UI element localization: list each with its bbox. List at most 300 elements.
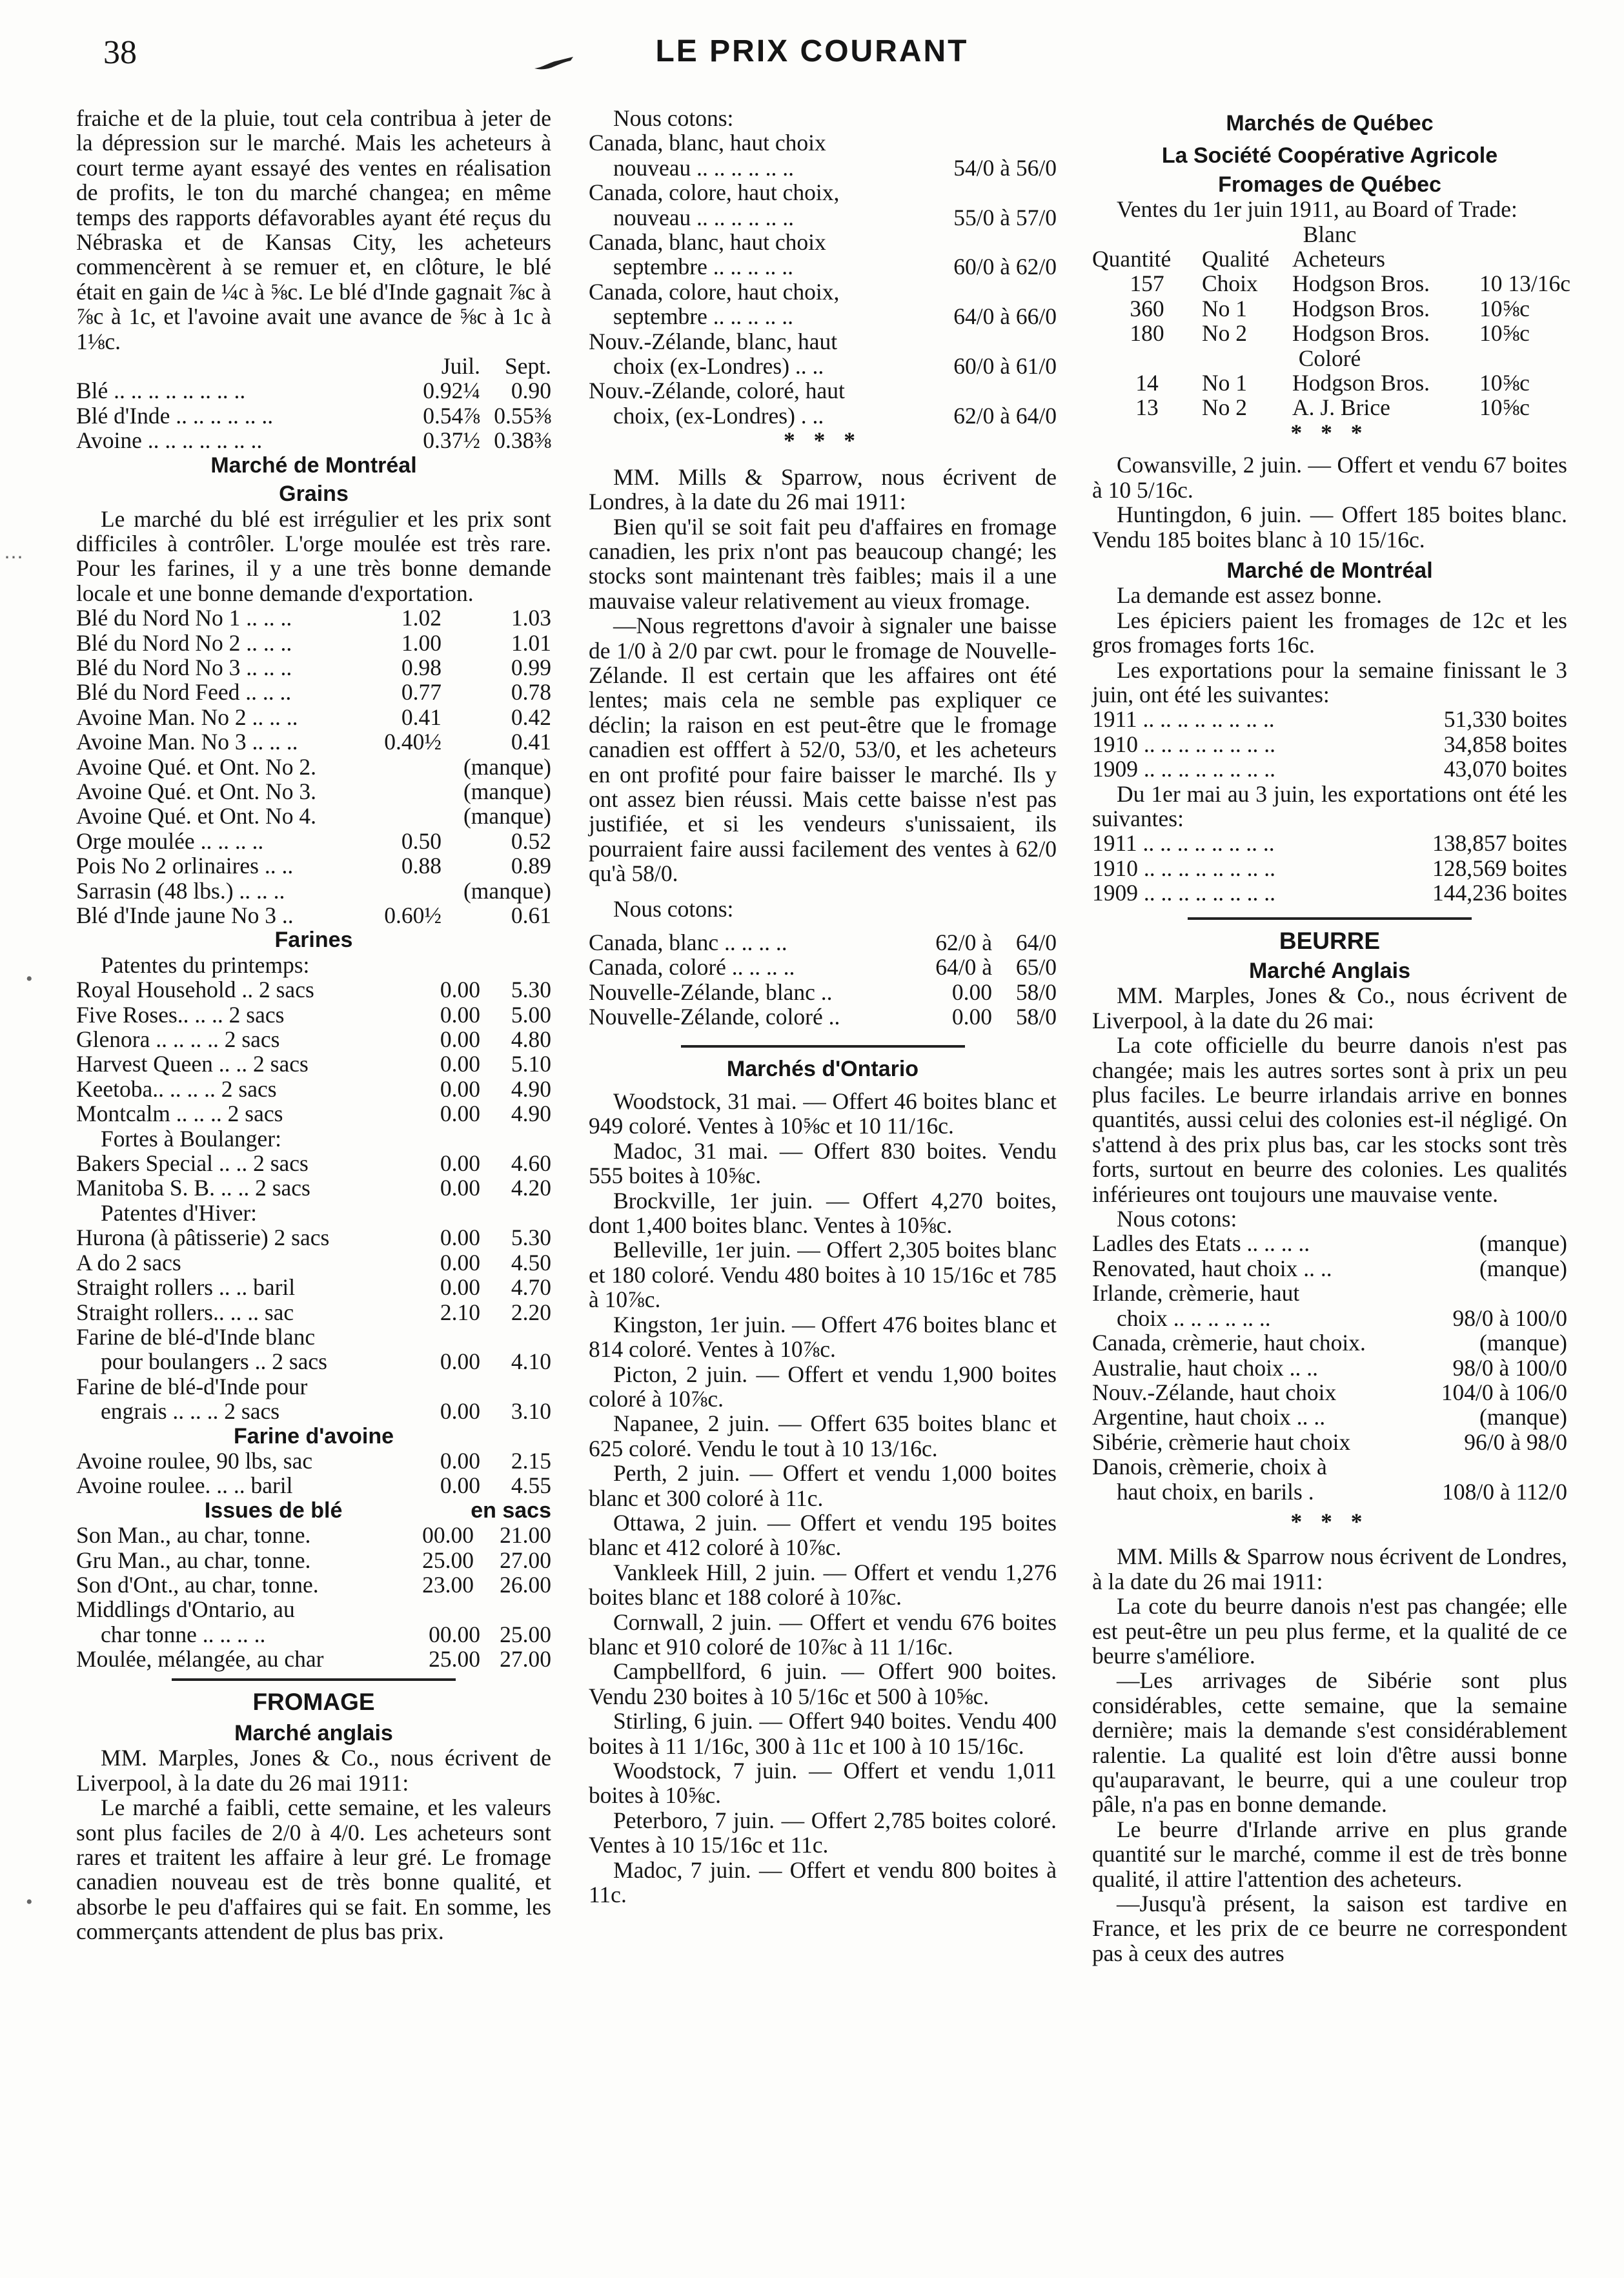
price-label: Glenora .. .. .. .. 2 sacs (76, 1026, 280, 1053)
sales-table-header: Quantité Qualité Acheteurs (1092, 246, 1385, 272)
quote-entry (589, 230, 1057, 280)
price-row (76, 853, 551, 878)
butter-quote-row (1092, 1231, 1567, 1256)
sales-table (1092, 270, 1570, 347)
exports-row (1092, 732, 1567, 757)
price-label: Sarrasin (48 lbs.) .. .. .. (76, 877, 285, 904)
price-row (76, 1101, 551, 1126)
exports-year: 1911 .. .. .. .. .. .. .. .. (1092, 830, 1275, 857)
price-high: 0.55⅜ (494, 402, 551, 429)
price-row (76, 755, 551, 779)
beurre-paragraph: MM. Marples, Jones & Co., nous écrivent de Liverpool, à la date du 26 mai: (1092, 982, 1567, 1033)
price-label: Blé du Nord No 2 .. .. .. (76, 629, 292, 656)
price-label: Son Man., au char, tonne. (76, 1522, 311, 1549)
price-low: 0.37½ (423, 427, 480, 454)
price-label: Avoine Qué. et Ont. No 4. (76, 803, 317, 829)
mills-paragraph: MM. Mills & Sparrow nous écrivent de Londres, à la date du 26 mai 1911: (1092, 1543, 1567, 1594)
price-high: 58/0 (1015, 979, 1057, 1005)
ontario-report: Brockville, 1er juin. — Offert 4,270 boites, dont 1,400 boites blanc. Ventes à 10⅝c. (589, 1187, 1057, 1239)
exports-value: 43,070 boites (1443, 756, 1567, 782)
table-row (1092, 296, 1567, 321)
price-label: Royal Household .. 2 sacs (76, 977, 314, 1003)
price-row (76, 779, 551, 804)
price-low: 0.92¼ (423, 378, 480, 404)
quote-label: Nouv.-Zélande, coloré, haut (589, 378, 845, 404)
price-high: 2.20 (511, 1299, 551, 1325)
price-low: 0.00 (440, 1101, 480, 1127)
exports-value: 138,857 boites (1432, 830, 1567, 857)
price-label: Pois No 2 orlinaires .. .. (76, 853, 294, 879)
ontario-reports (589, 1089, 1057, 1907)
buyer-cell: Hodgson Bros. (1292, 270, 1430, 297)
quote-label: Nouv.-Zélande, haut choix (1092, 1379, 1337, 1405)
oat-prices-table (76, 1449, 551, 1498)
quote-row (589, 254, 1057, 279)
price-label: Bakers Special .. .. 2 sacs (76, 1150, 309, 1177)
price-high: 1.01 (511, 629, 551, 656)
price-high: 64/0 (1015, 930, 1057, 955)
price-high: 4.70 (511, 1274, 551, 1301)
quality-cell: No 2 (1202, 394, 1248, 421)
section-divider (1188, 917, 1472, 920)
flour-prices-table (76, 1225, 551, 1325)
price-high: (manque) (463, 877, 551, 904)
quote-label: Renovated, haut choix .. .. (1092, 1255, 1332, 1281)
price-row (76, 1300, 551, 1325)
ontario-report: Perth, 2 juin. — Offert et vendu 1,000 boites blanc et 300 coloré à 11c. (589, 1460, 1057, 1511)
grains-paragraph: Le marché du blé est irrégulier et les prix sont difficiles à contrôler. L'orge moulée est très rare. Pour les farines, il y a une très bonne demande locale et une bonne demande d'exportation. (76, 505, 551, 606)
quote-value: (manque) (1479, 1255, 1567, 1281)
price-low: 0.50 (401, 828, 442, 854)
quality-cell: No 1 (1202, 370, 1248, 396)
price-label: Avoine .. .. .. .. .. .. .. (76, 427, 263, 454)
montreal-paragraph: Les épiciers paient les fromages de 12c et les gros fromages forts 16c. (1092, 607, 1567, 658)
column-right (1092, 106, 1570, 2249)
exports-row (1092, 707, 1567, 731)
issues-table (76, 1523, 551, 1597)
exports-row (1092, 856, 1567, 880)
price-high: (manque) (463, 778, 551, 804)
price-high: 65/0 (1015, 954, 1057, 981)
quote-entry (589, 280, 1057, 329)
price-low: 0.60½ (384, 902, 442, 928)
column-middle (589, 106, 1057, 2249)
table-row (1092, 371, 1567, 395)
qty-cell: 180 (1130, 320, 1164, 347)
price-row: Farine de blé-d'Inde blanc pour boulangers .. 2 sacs 0.00 4.10 (76, 1323, 551, 1375)
quote-label: choix, (ex-Londres) . .. (613, 402, 824, 429)
price-cell: 10⅝c (1479, 370, 1530, 396)
cheese-quotes-table (589, 130, 1057, 428)
section-heading: FROMAGE (252, 1688, 375, 1715)
ontario-report: Belleville, 1er juin. — Offert 2,305 boites blanc et 180 coloré. Vendu 480 boites à 10 15/16c et 785 à 10⅞c. (589, 1237, 1057, 1313)
ontario-report: Vankleek Hill, 2 juin. — Offert et vendu 1,276 boites blanc et 188 coloré à 10⅞c. (589, 1559, 1057, 1611)
quote-label: Nouv.-Zélande, blanc, haut (589, 328, 838, 354)
price-label: Avoine Man. No 2 .. .. .. (76, 704, 298, 730)
quote-entry (589, 378, 1057, 428)
exports-table (1092, 707, 1567, 781)
price-row (76, 977, 551, 1002)
quote-value: (manque) (1479, 1404, 1567, 1430)
exports-row (1092, 880, 1567, 905)
subheading: Fortes à Boulanger: (101, 1125, 281, 1152)
quote-label: Canada, colore, haut choix, (589, 278, 840, 305)
quote-entry (589, 329, 1057, 379)
quote-row (589, 354, 1057, 378)
price-label: A do 2 sacs (76, 1249, 181, 1276)
quote-label: choix (ex-Londres) .. .. (613, 353, 824, 380)
price-low: 0.00 (440, 977, 480, 1003)
price-row (589, 930, 1057, 955)
price-high: 2.15 (511, 1447, 551, 1474)
quote-value: 98/0 à 100/0 (1452, 1354, 1567, 1381)
mills-paragraph: Le beurre d'Irlande arrive en plus grande quantité sur le marché, comme il est de très bonne qualité, il attire l'attention des acheteurs. (1092, 1816, 1567, 1892)
price-cell: 10⅝c (1479, 295, 1530, 321)
quote-value: 55/0 à 57/0 (953, 204, 1057, 230)
mills-paragraph: La cote du beurre danois n'est pas changée; elle est peut-être un peu plus ferme, et la qualité de ce beurre s'améliore. (1092, 1593, 1567, 1669)
price-high: (manque) (463, 803, 551, 829)
quality-cell: No 2 (1202, 320, 1248, 347)
price-row (589, 955, 1057, 979)
price-row (76, 1052, 551, 1076)
quote-value: 104/0 à 106/0 (1441, 1379, 1567, 1405)
table-row (1092, 395, 1567, 420)
butter-quote-row (1092, 1256, 1567, 1281)
price-label: Nouvelle-Zélande, blanc .. (589, 979, 833, 1005)
buyer-cell: Hodgson Bros. (1292, 295, 1430, 321)
section-heading: Grains (279, 482, 349, 507)
price-label: Avoine Man. No 3 .. .. .. (76, 729, 298, 755)
ontario-report: Madoc, 31 mai. — Offert 830 boites. Vendu 555 boites à 10⅝c. (589, 1137, 1057, 1189)
quote-label: Sibérie, crèmerie haut choix (1092, 1429, 1351, 1455)
table-group-label: Coloré (1298, 345, 1361, 371)
price-row (589, 1004, 1057, 1029)
price-low (370, 755, 442, 779)
price-high: 4.90 (511, 1101, 551, 1127)
quote-label: Canada, colore, haut choix, (589, 179, 840, 206)
price-row (76, 1250, 551, 1275)
exports-year: 1911 .. .. .. .. .. .. .. .. (1092, 706, 1275, 733)
exports-year: 1909 .. .. .. .. .. .. .. .. (1092, 880, 1275, 906)
price-low: 0.00 (440, 1225, 480, 1251)
section-stars: * * * (1290, 1508, 1369, 1534)
mills-paragraph: MM. Mills & Sparrow, nous écrivent de Londres, à la date du 26 mai 1911: (589, 463, 1057, 515)
price-label: Avoine roulee, 90 lbs, sac (76, 1447, 313, 1474)
grain-prices-table (76, 605, 551, 928)
section-heading: Marchés de Québec (1226, 111, 1434, 136)
running-head: LE PRIX COURANT (655, 34, 969, 68)
price-label: Blé du Nord No 1 .. .. .. (76, 605, 292, 631)
price-label: Orge moulée .. .. .. .. (76, 828, 264, 854)
quote-row (589, 205, 1057, 230)
quote-value: (manque) (1479, 1230, 1567, 1257)
price-row (76, 1077, 551, 1101)
ontario-report: Cornwall, 2 juin. — Offert et vendu 676 boites blanc et 910 coloré de 10⅞c à 11 1/16c. (589, 1609, 1057, 1660)
fromage-paragraph: MM. Marples, Jones & Co., nous écrivent de Liverpool, à la date du 26 mai 1911: (76, 1745, 551, 1796)
price-high: 4.50 (511, 1249, 551, 1276)
quote-value: 96/0 à 98/0 (1464, 1429, 1567, 1455)
ontario-report: Woodstock, 7 juin. — Offert et vendu 1,011 boites à 10⅝c. (589, 1758, 1057, 1809)
price-row (76, 879, 551, 903)
price-low: 1.00 (401, 629, 442, 656)
price-label: Straight rollers.. .. .. sac (76, 1299, 294, 1325)
price-high: 0.90 (511, 378, 551, 404)
exports-table (1092, 831, 1567, 905)
price-row (589, 980, 1057, 1004)
price-label: Five Roses.. .. .. 2 sacs (76, 1001, 285, 1028)
ventes-paragraph: Ventes du 1er juin 1911, au Board of Trade: (1117, 196, 1517, 223)
montreal-paragraph: Les exportations pour la semaine finissant le 3 juin, ont été les suivantes: (1092, 656, 1567, 707)
quote-label: Canada, crèmerie, haut choix. (1092, 1330, 1366, 1356)
exports-year: 1910 .. .. .. .. .. .. .. .. (1092, 855, 1275, 881)
price-low: 0.54⅞ (423, 402, 480, 429)
ontario-report: Madoc, 7 juin. — Offert et vendu 800 boites à 11c. (589, 1856, 1057, 1908)
mills-paragraph: —Nous regrettons d'avoir à signaler une baisse de 1/0 à 2/0 par cwt. pour le fromage de Nouvelle-Zélande. Il est certain que les affaires ont été lentes; mais cela ne semble pas expliquer ce déclin; la raison en est peut-être que le fromage canadien est offfert à 52/0, 53/0, et les acheteurs en ont profité pour faire baisser le marché. Ils y ont assez bien réussi. Mais cette baisse n'est pas justifiée, et si les vendeurs s'unissaient, ils pourraient faire aussi facilement des ventes à 62/0 qu'à 58/0. (589, 613, 1057, 887)
price-high: 5.30 (511, 1225, 551, 1251)
price-row (76, 680, 551, 704)
exports-year: 1909 .. .. .. .. .. .. .. .. (1092, 756, 1275, 782)
exports-value: 128,569 boites (1432, 855, 1567, 881)
price-row (76, 1449, 551, 1473)
price-low: 0.00 (951, 979, 992, 1005)
price-low: 2.10 (440, 1299, 480, 1325)
price-low: 00.00 (422, 1522, 474, 1549)
section-heading: Marché Anglais (1248, 959, 1411, 983)
price-row (76, 605, 551, 630)
price-high: 21.00 (500, 1522, 551, 1549)
price-high: 0.41 (511, 729, 551, 755)
price-low: 23.00 (422, 1571, 474, 1598)
price-high: 26.00 (500, 1571, 551, 1598)
quote-value: 60/0 à 62/0 (953, 254, 1057, 280)
price-high: 0.52 (511, 828, 551, 854)
quality-cell: Choix (1202, 270, 1258, 297)
price-label: Canada, coloré .. .. .. .. (589, 954, 795, 981)
ontario-report: Ottawa, 2 juin. — Offert et vendu 195 boites blanc et 412 coloré à 10⅞c. (589, 1509, 1057, 1561)
quote-value: 54/0 à 56/0 (953, 154, 1057, 181)
section-heading: Marché anglais (234, 1721, 393, 1745)
price-high: (manque) (463, 753, 551, 780)
price-low: 64/0 à (935, 954, 992, 981)
mills-paragraph: Bien qu'il se soit fait peu d'affaires en fromage canadien, les prix n'ont pas beaucoup changé; les stocks sont maintenant très faibles; mais il a une mauvaise valeur relativement au vieux fromage. (589, 513, 1057, 614)
margin-mark-icon: ⋯ (4, 547, 23, 568)
price-row (76, 705, 551, 729)
quote-label: septembre .. .. .. .. .. (613, 254, 794, 280)
price-low: 62/0 à (935, 930, 992, 955)
quote-label: nouveau .. .. .. .. .. .. (613, 204, 795, 230)
price-label: Canada, blanc .. .. .. .. (589, 930, 787, 955)
price-label: Blé .. .. .. .. .. .. .. .. (76, 378, 246, 404)
section-heading: Farines (274, 928, 353, 953)
price-high: 0.89 (511, 853, 551, 879)
report-paragraph: Huntingdon, 6 juin. — Offert 185 boites blanc. Vendu 185 boites blanc à 10 15/16c. (1092, 502, 1567, 553)
price-label: Hurona (à pâtisserie) 2 sacs (76, 1225, 330, 1251)
price-row (76, 428, 551, 453)
qty-cell: 13 (1135, 394, 1159, 421)
price-label: Blé du Nord No 3 .. .. .. (76, 654, 292, 680)
ontario-report: Stirling, 6 juin. — Offert 940 boites. Vendu 400 boites à 11 1/16c, 300 à 11c et 100 à 10 15/16c. (589, 1708, 1057, 1759)
price-low: 0.98 (401, 654, 442, 680)
exports-value: 34,858 boites (1443, 731, 1567, 757)
exports-row (1092, 831, 1567, 855)
price-high: 1.03 (511, 605, 551, 631)
price-label: Montcalm .. .. .. 2 sacs (76, 1101, 283, 1127)
price-row (76, 1275, 551, 1299)
page-number: 38 (103, 34, 137, 71)
quote-row (589, 304, 1057, 329)
quote-value: 60/0 à 61/0 (953, 353, 1057, 380)
price-row (76, 1225, 551, 1250)
table-group-label: Blanc (1303, 221, 1357, 247)
flour-prices-table (76, 977, 551, 1126)
flour-prices-table (76, 1151, 551, 1201)
price-label: Blé d'Inde jaune No 3 .. (76, 902, 294, 928)
qty-cell: 14 (1135, 370, 1159, 396)
futures-header: Juil. Sept. (441, 353, 551, 380)
price-high: 5.00 (511, 1001, 551, 1028)
butter-quotes-table (1092, 1330, 1567, 1454)
price-label: Blé d'Inde .. .. .. .. .. .. (76, 402, 274, 429)
price-label: Harvest Queen .. .. 2 sacs (76, 1051, 309, 1077)
price-row: Moulée, mélangée, au char 25.00 27.00 (76, 1646, 551, 1673)
price-row (76, 1548, 551, 1572)
price-high: 4.55 (511, 1472, 551, 1499)
section-heading: Marché de Montréal (1226, 558, 1433, 583)
price-label: Avoine Qué. et Ont. No 3. (76, 778, 317, 804)
price-high: 0.78 (511, 679, 551, 706)
quote-entry (589, 180, 1057, 230)
price-row (76, 631, 551, 655)
price-label: Avoine roulee. .. .. baril (76, 1472, 293, 1499)
price-label: Avoine Qué. et Ont. No 2. (76, 753, 317, 780)
price-label: Blé du Nord Feed .. .. .. (76, 679, 292, 706)
price-low: 0.00 (440, 1447, 480, 1474)
ontario-report: Woodstock, 31 mai. — Offert 46 boites blanc et 949 coloré. Ventes à 10⅝c et 10 11/16c. (589, 1088, 1057, 1139)
beurre-paragraph: La cote officielle du beurre danois n'est pas changée; mais les autres sortes sont à prix un peu plus faciles. Le beurre irlandais arrive en bonnes quantités, aussi celui des colonies est-il négligé. On s'attend à des prix plus bas, car les stocks sont très forts, surtout en beurre des colonies. Les qualités inférieures ont toujours une mauvaise vente. (1092, 1032, 1567, 1207)
grain-market-intro: fraiche et de la pluie, tout cela contribua à jeter de la dépression sur le marché. Mais les acheteurs à court terme ayant essayé des ventes en réalisation de profits, le ton du marché changea; en même temps des rapports défavorables ayant été reçus du Nébraska et de Kansas City, les acheteurs commencèrent à se remuer et, en clôture, le blé était en gain de ¼c à ⅝c. Le blé d'Inde gagnait ⅞c à ⅞c à 1c, et l'avoine avait une avance de ⅝c à 1c à 1⅛c. (76, 105, 551, 354)
price-label: Straight rollers .. .. baril (76, 1274, 296, 1301)
price-row (76, 655, 551, 680)
price-high: 0.61 (511, 902, 551, 928)
section-stars: * * * (1290, 419, 1369, 445)
butter-quote-row (1092, 1330, 1567, 1355)
futures-table (76, 378, 551, 453)
margin-dot-icon: • (26, 968, 33, 990)
price-label: Nouvelle-Zélande, coloré .. (589, 1004, 840, 1030)
price-low (370, 779, 442, 804)
price-cell: 10⅝c (1479, 320, 1530, 347)
price-low: 25.00 (422, 1547, 474, 1573)
sales-table (1092, 371, 1567, 420)
quote-label: Canada, blanc, haut choix (589, 229, 826, 256)
cheese-quotes-table (589, 930, 1057, 1030)
price-row (76, 378, 551, 403)
butter-quote-row (1092, 1405, 1567, 1429)
butter-quote-row (1092, 1430, 1567, 1454)
quote-value: (manque) (1479, 1330, 1567, 1356)
price-row (76, 1151, 551, 1175)
price-low: 0.00 (440, 1026, 480, 1053)
price-row: Middlings d'Ontario, au char tonne .. .. .. .. 00.00 25.00 (76, 1596, 551, 1647)
montreal-paragraph: La demande est assez bonne. (1117, 582, 1383, 609)
ontario-report: Picton, 2 juin. — Offert et vendu 1,900 boites coloré à 10⅞c. (589, 1361, 1057, 1412)
price-low: 0.00 (440, 1175, 480, 1201)
quote-row (589, 403, 1057, 428)
price-row (76, 903, 551, 928)
price-row (76, 1027, 551, 1052)
issues-heading-row: Issues de blé en sacs (204, 1498, 551, 1523)
price-row (76, 804, 551, 828)
price-high: 0.42 (511, 704, 551, 730)
section-heading: Fromages de Québec (1218, 172, 1441, 197)
butter-quote-row (1092, 1380, 1567, 1405)
margin-dot-icon: • (26, 1891, 33, 1913)
price-row (76, 829, 551, 853)
quality-cell: No 1 (1202, 295, 1248, 321)
mills-paragraph: —Les arrivages de Sibérie sont plus considérables, cette semaine, que la semaine dernière; mais la demande s'est considérablement ralentie. La qualité est loin d'être aussi bonne qu'auparavant, le beurre, qui a une couleur trop pâle, n'a pas en bonne demande. (1092, 1667, 1567, 1818)
price-row (76, 1473, 551, 1498)
price-low: 0.88 (401, 853, 442, 879)
quote-label: Argentine, haut choix .. .. (1092, 1404, 1326, 1430)
price-row (76, 1572, 551, 1597)
price-high: 5.10 (511, 1051, 551, 1077)
price-cell: 10 13/16c (1479, 270, 1570, 297)
price-row (76, 1523, 551, 1547)
price-row (76, 1175, 551, 1200)
quote-entry (589, 130, 1057, 180)
quote-row (589, 156, 1057, 180)
price-high: 5.30 (511, 977, 551, 1003)
ontario-report: Peterboro, 7 juin. — Offert 2,785 boites coloré. Ventes à 10 15/16c et 11c. (589, 1807, 1057, 1858)
price-label: Son d'Ont., au char, tonne. (76, 1571, 319, 1598)
quote-label: nouveau .. .. .. .. .. .. (613, 154, 795, 181)
exports-value: 51,330 boites (1443, 706, 1567, 733)
qty-cell: 360 (1130, 295, 1164, 321)
price-high: 4.90 (511, 1075, 551, 1102)
price-low: 0.00 (440, 1150, 480, 1177)
section-divider (172, 1678, 456, 1681)
price-low: 1.02 (401, 605, 442, 631)
montreal-paragraph: Du 1er mai au 3 juin, les exportations ont été les suivantes: (1092, 780, 1567, 831)
fromage-paragraph: Le marché a faibli, cette semaine, et les valeurs sont plus faciles de 2/0 à 4/0. Les acheteurs sont rares et traitent les affaire à leur gré. Le fromage canadien nouveau est de très bonne qualité, et absorbe le peu d'affaires qui se fait. En somme, les commerçants attendent de plus bas prix. (76, 1795, 551, 1945)
price-high: 27.00 (500, 1547, 551, 1573)
price-high: 58/0 (1015, 1004, 1057, 1030)
butter-quote-row (1092, 1356, 1567, 1380)
section-stars: * * * (784, 427, 862, 454)
mills-paragraph: —Jusqu'à présent, la saison est tardive en France, et les prix de ce beurre ne correspondent pas à ceux des autres (1092, 1891, 1567, 1966)
table-row (1092, 270, 1570, 297)
ontario-report: Napanee, 2 juin. — Offert 635 boites blanc et 625 coloré. Vendu le tout à 10 13/16c. (589, 1410, 1057, 1461)
price-low (370, 879, 442, 903)
price-low: 0.00 (440, 1472, 480, 1499)
section-divider (681, 1045, 965, 1048)
price-label: Gru Man., au char, tonne. (76, 1547, 311, 1573)
nous-cotons-label: Nous cotons: (1117, 1206, 1237, 1232)
ontario-report: Kingston, 1er juin. — Offert 476 boites blanc et 814 coloré. Ventes à 10⅞c. (589, 1311, 1057, 1363)
quote-value: 64/0 à 66/0 (953, 303, 1057, 330)
buyer-cell: A. J. Brice (1292, 394, 1390, 421)
buyer-cell: Hodgson Bros. (1292, 370, 1430, 396)
price-low: 0.00 (440, 1249, 480, 1276)
subheading: Patentes du printemps: (101, 951, 310, 978)
price-high: 4.60 (511, 1150, 551, 1177)
exports-row (1092, 757, 1567, 781)
price-low: 0.00 (440, 1274, 480, 1301)
price-row (76, 729, 551, 754)
price-low: 0.00 (951, 1004, 992, 1030)
price-high: 4.80 (511, 1026, 551, 1053)
price-low (370, 804, 442, 828)
